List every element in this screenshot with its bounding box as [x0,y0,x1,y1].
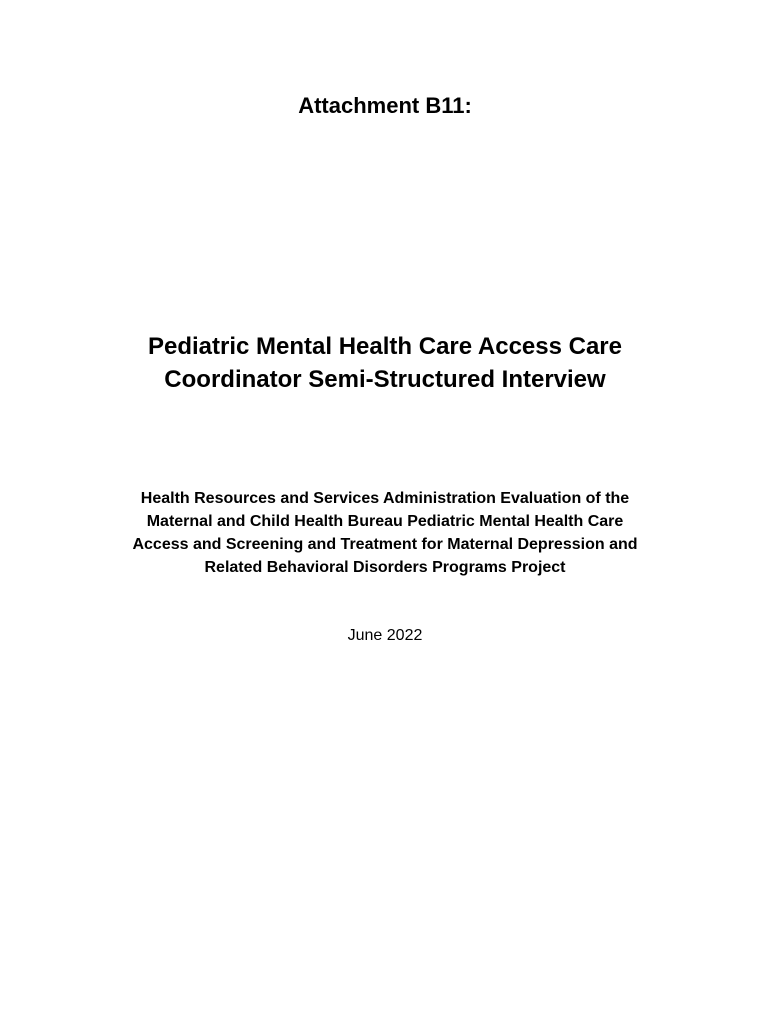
document-subtitle [0,487,770,579]
document-title [0,330,770,396]
title-line: Coordinator Semi-Structured Interview [164,366,606,393]
subtitle-line: Access and Screening and Treatment for Maternal Depression and [132,536,638,553]
subtitle-line: Health Resources and Services Administration Evaluation of the [140,490,630,507]
subtitle-line: Maternal and Child Health Bureau Pediatric Mental Health Care [146,513,624,530]
document-date: June 2022 [347,627,423,644]
title-line: Pediatric Mental Health Care Access Care [148,333,622,360]
subtitle-line: Related Behavioral Disorders Programs Project [204,559,566,576]
attachment-label: Attachment B11: [298,93,472,118]
